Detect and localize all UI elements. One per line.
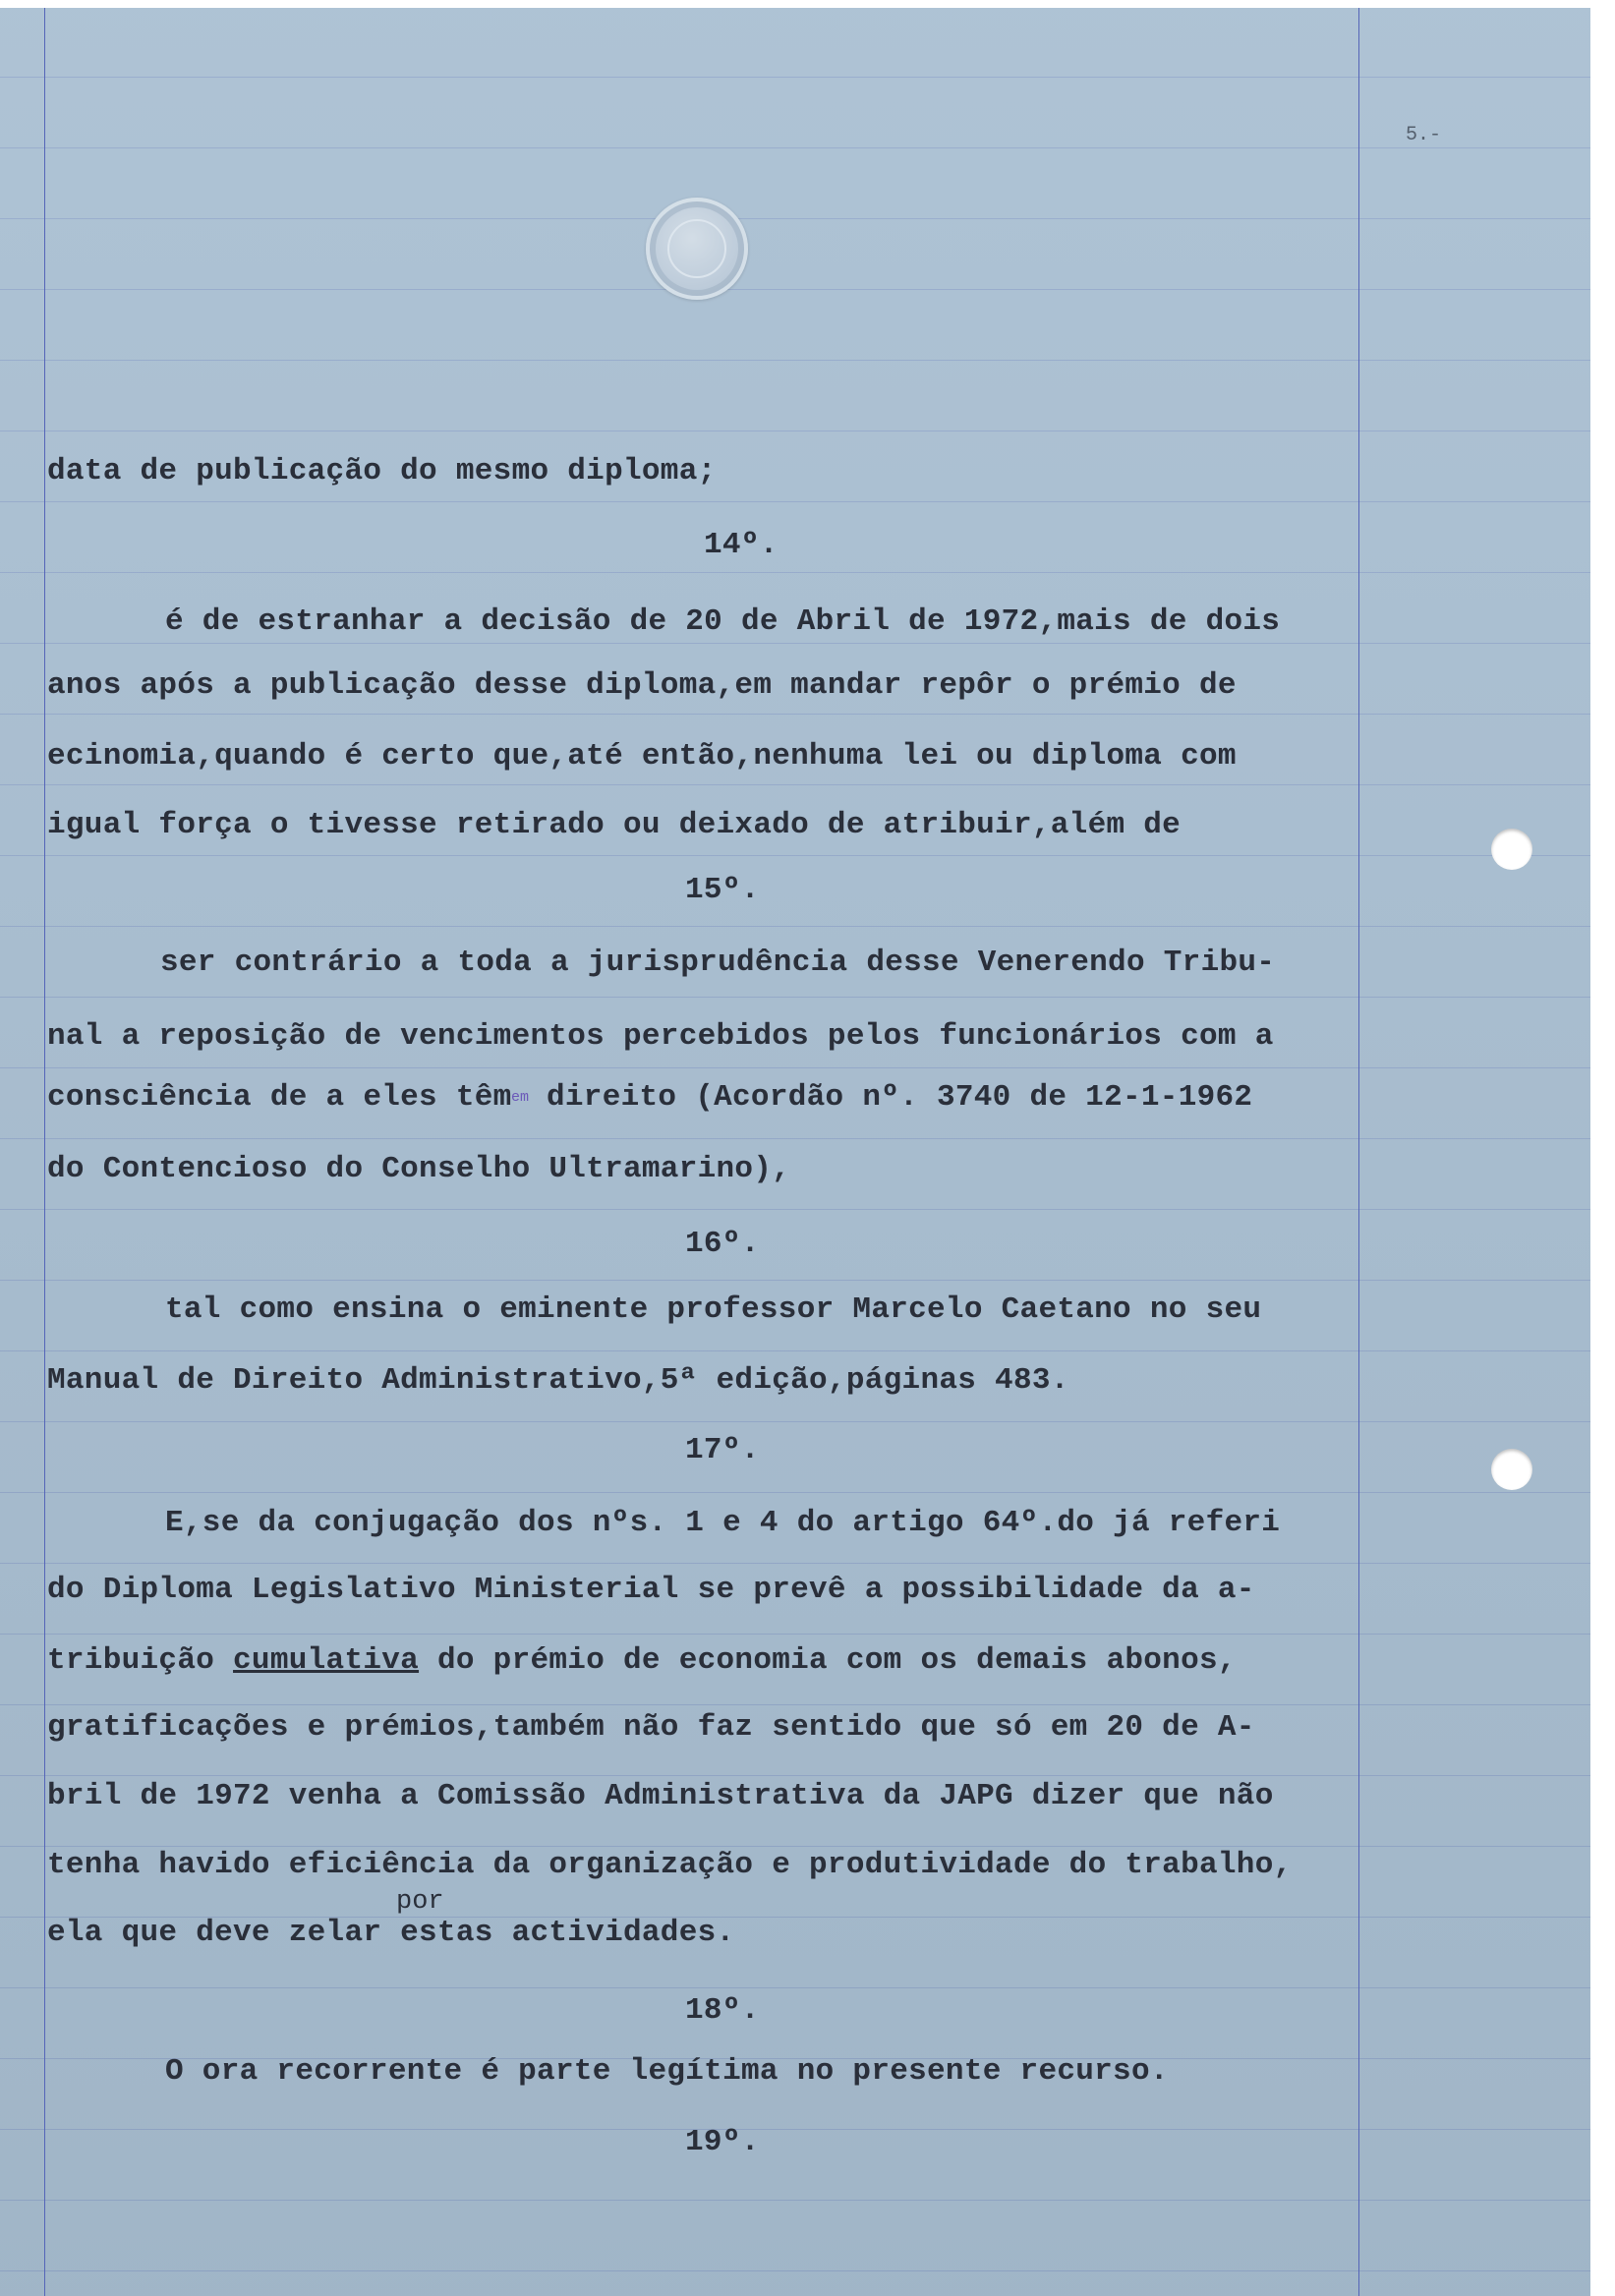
text-line [47,1643,1237,1678]
paragraph-number: 17º. [685,1433,760,1467]
text-line: do Diploma Legislativo Ministerial se prevê a possibilidade da a- [47,1573,1255,1607]
text-line: consciência de a eles têm [47,1080,512,1115]
margin-annotation: em [511,1089,530,1106]
text-line: tal como ensina o eminente professor Marcelo Caetano no seu [165,1292,1262,1327]
text-line: ela que deve zelar estas actividades. [47,1916,735,1950]
text-line: tenha havido eficiência da organização e produtividade do trabalho, [47,1848,1293,1882]
embossed-seal-icon [646,198,748,300]
text-line: data de publicação do mesmo diploma; [47,454,717,488]
text-line: O ora recorrente é parte legítima no presente recurso. [165,2054,1169,2089]
interlinear-insertion: por [396,1887,444,1917]
text-line: igual força o tivesse retirado ou deixado de atribuir,além de [47,808,1182,842]
paragraph-number: 18º. [685,1993,760,2028]
text-line: do Contencioso do Conselho Ultramarino), [47,1152,791,1186]
text-line: nal a reposição de vencimentos percebidos pelos funcionários com a [47,1019,1274,1054]
text-line: direito (Acordão nº. 3740 de 12-1-1962 [547,1080,1253,1115]
paragraph-number: 19º. [685,2125,760,2159]
text-line: anos após a publicação desse diploma,em mandar repôr o prémio de [47,668,1237,703]
paragraph-number: 14º. [704,528,779,562]
left-margin-line [44,8,45,2296]
text-line: Manual de Direito Administrativo,5ª edição,páginas 483. [47,1363,1069,1398]
paragraph-number: 16º. [685,1227,760,1261]
text-line: E,se da conjugação dos nºs. 1 e 4 do artigo 64º.do já referi [165,1506,1281,1540]
text-segment: do prémio de economia com os demais abonos, [419,1643,1237,1678]
punch-hole-top [1491,829,1532,870]
punch-hole-bottom [1491,1449,1532,1490]
text-line: é de estranhar a decisão de 20 de Abril de 1972,mais de dois [165,604,1281,639]
text-line: ser contrário a toda a jurisprudência desse Venerendo Tribu- [160,946,1276,980]
right-margin-line [1358,8,1359,2296]
seal-inner-ring [667,219,726,278]
text-segment: tribuição [47,1643,234,1678]
paragraph-number: 15º. [685,873,760,907]
page-number-mark: 5.- [1406,124,1442,146]
text-line: ecinomia,quando é certo que,até então,nenhuma lei ou diploma com [47,739,1237,774]
underlined-word: cumulativa [233,1643,420,1678]
text-line: bril de 1972 venha a Comissão Administrativa da JAPG dizer que não [47,1779,1274,1813]
text-line: gratificações e prémios,também não faz sentido que só em 20 de A- [47,1710,1255,1745]
